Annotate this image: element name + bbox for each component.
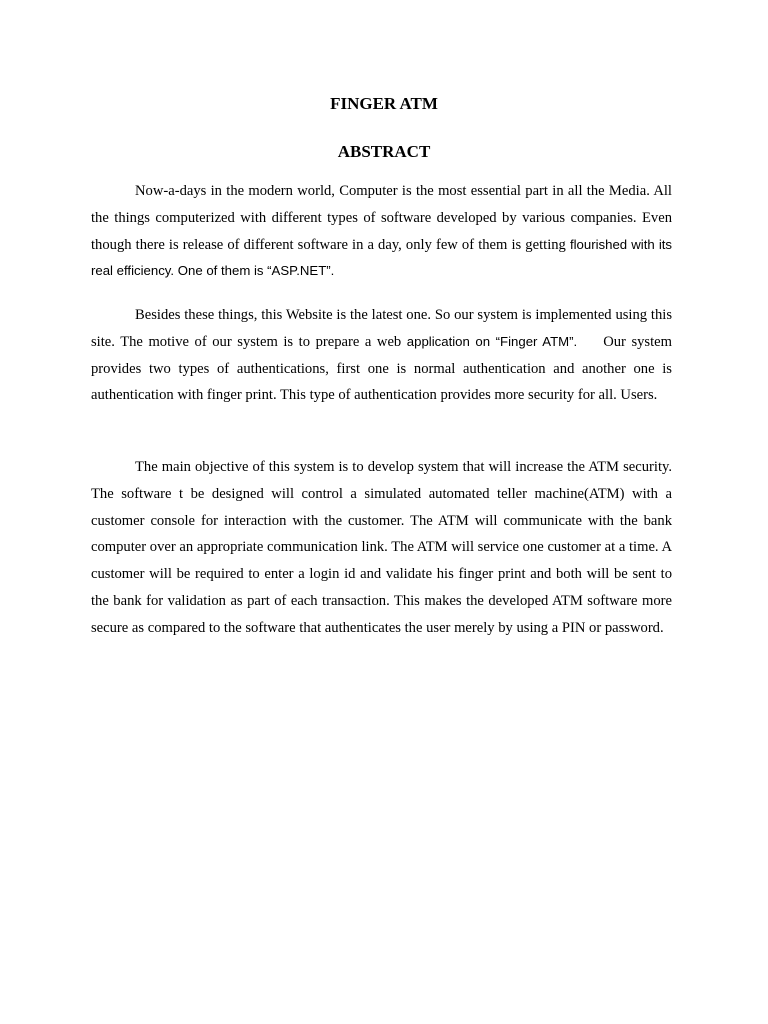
paragraph-3 bbox=[91, 454, 672, 642]
document-title: FINGER ATM bbox=[330, 94, 438, 113]
paragraph-1-text: Now-a-days in the modern world, Computer is the most essential part in all the Media. All the things computerized with different types of software developed by various companies. Even though there is release of different software in a day, only few of them is getting bbox=[91, 183, 672, 253]
paragraph-2 bbox=[91, 302, 672, 409]
paragraph-2-text-start: Besides these things, this Website is the latest one. So our system is implemented using this site. The motive of our system is to prepare a web bbox=[91, 307, 672, 350]
paragraph-2-sans-text: application on “Finger ATM”. bbox=[406, 333, 578, 349]
abstract-heading: ABSTRACT bbox=[337, 142, 431, 161]
paragraph-3-text: The main objective of this system is to develop system that will increase the ATM security. The software t be designed will control a simulated automated teller machine(ATM) with a customer console for interaction with the customer. The ATM will communicate with the bank computer over an appropriate communication link. The ATM will service one customer at a time. A customer will be required to enter a login id and validate his finger print and both will be sent to the bank for validation as part of each transaction. This makes the developed ATM software more secure as compared to the software that authenticates the user merely by using a PIN or password. bbox=[91, 459, 672, 636]
paragraph-2-text-end: Our system provides two types of authentications, first one is normal authentication and another one is authentication with finger print. This type of authentication provides more security for all. Users. bbox=[91, 333, 672, 404]
paragraph-1 bbox=[91, 178, 672, 285]
paragraph-1-sans-text: flourished with its real efficiency. One of them is “ASP.NET”. bbox=[91, 236, 673, 279]
